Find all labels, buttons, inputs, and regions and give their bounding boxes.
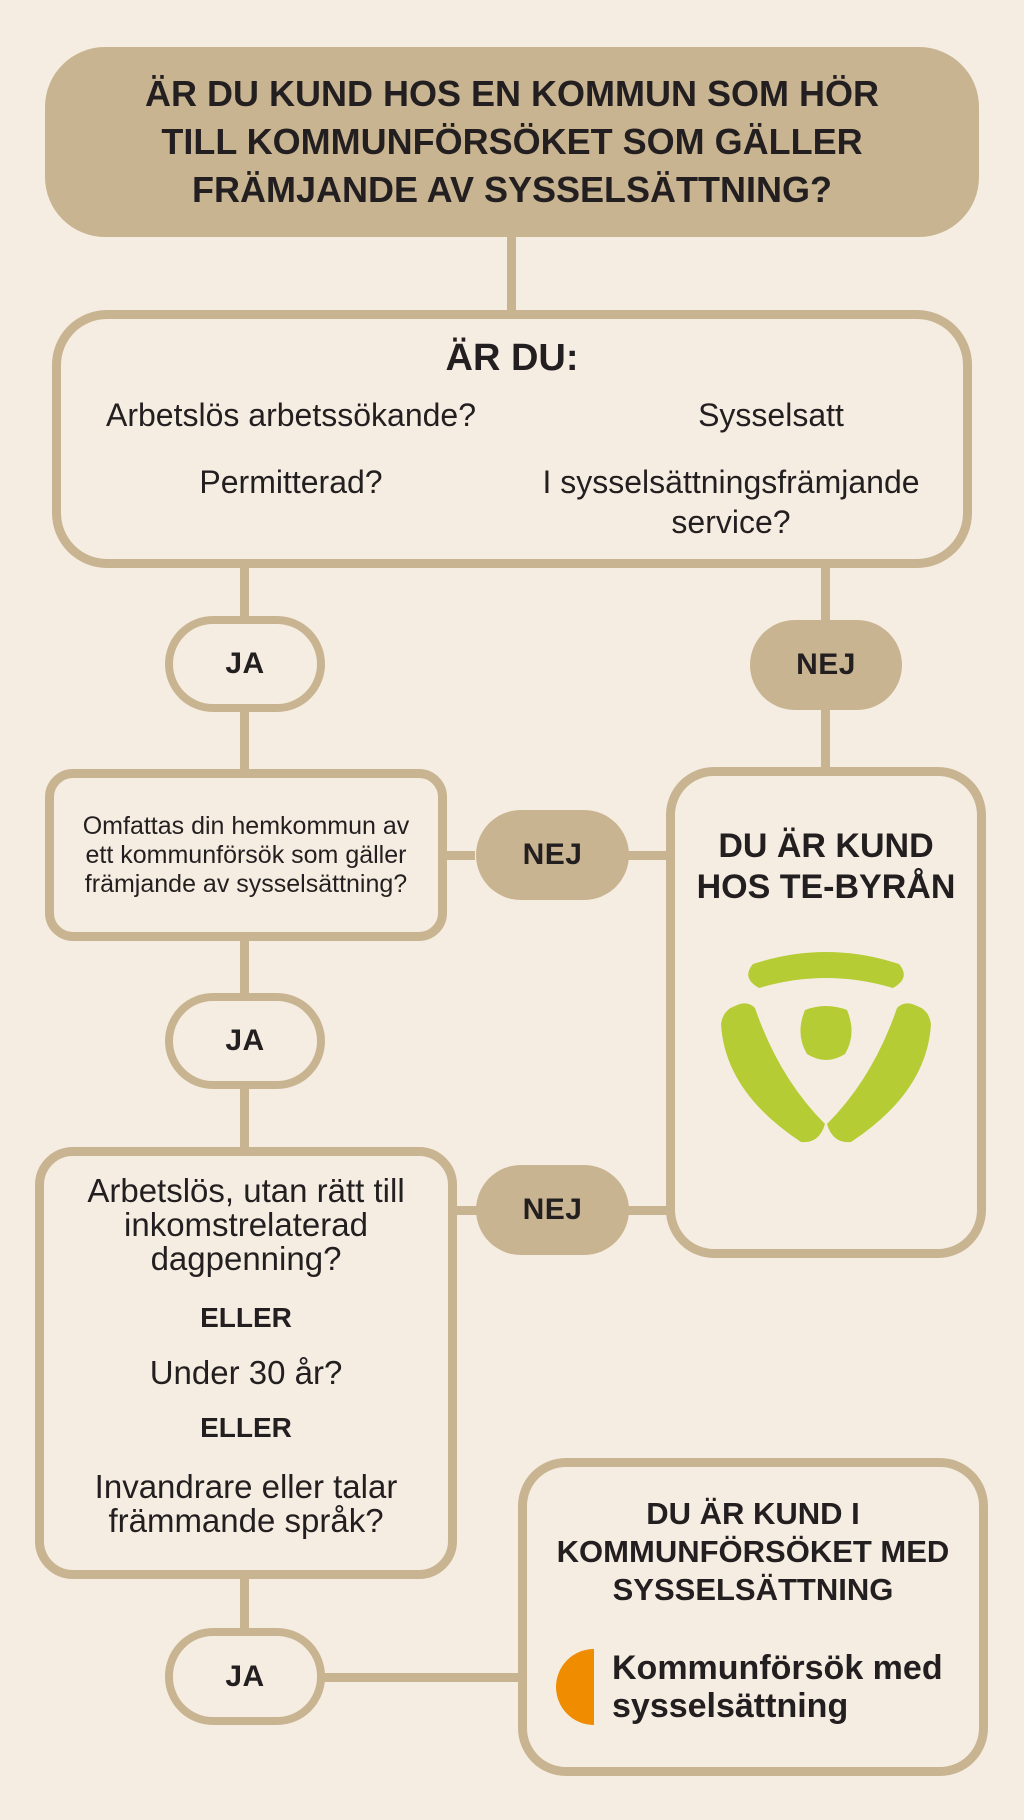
connector-line xyxy=(628,851,670,860)
half-circle-logo-icon xyxy=(554,1649,596,1725)
connector-line xyxy=(507,236,516,314)
result-municipal-trial-box xyxy=(518,1458,988,1776)
connector-line xyxy=(240,1088,249,1150)
connector-line xyxy=(240,566,249,616)
yes-label: JA xyxy=(165,1628,325,1725)
or-label: ELLER xyxy=(200,1412,292,1443)
option-employment-service: I sysselsättningsfrämjande service? xyxy=(542,464,920,540)
no-label: NEJ xyxy=(750,620,902,710)
option-unemployed-jobseeker: Arbetslös arbetssökande? xyxy=(106,397,476,433)
question-are-you-box xyxy=(52,310,972,568)
connector-line xyxy=(821,566,830,622)
connector-line xyxy=(240,1576,249,1631)
or-label: ELLER xyxy=(200,1302,292,1333)
option-employed: Sysselsatt xyxy=(698,397,844,433)
connector-line xyxy=(821,706,830,770)
result-municipal-trial-title: DU ÄR KUND I KOMMUNFÖRSÖKET MED SYSSELSÄTTNING xyxy=(556,1496,950,1607)
connector-line xyxy=(628,1206,670,1215)
connector-line xyxy=(455,1206,477,1215)
criteria-under-30: Under 30 år? xyxy=(149,1354,343,1391)
result-te-office-box xyxy=(666,767,986,1258)
option-laid-off: Permitterad? xyxy=(199,464,383,500)
criteria-unemployed-no-allowance: Arbetslös, utan rätt till inkomstrelaterad dagpenning? xyxy=(87,1172,405,1277)
yes-label: JA xyxy=(165,616,325,712)
connector-line xyxy=(240,939,249,996)
result-te-office-title: DU ÄR KUND HOS TE-BYRÅN xyxy=(696,827,956,906)
no-label: NEJ xyxy=(476,1165,629,1255)
question-are-you-heading: ÄR DU: xyxy=(445,337,579,379)
question-municipality-box xyxy=(45,769,447,941)
question-municipality-text: Omfattas din hemkommun av ett kommunförsök som gäller främjande av sysselsättning? xyxy=(82,811,410,898)
connector-line xyxy=(320,1673,522,1682)
question-criteria-box xyxy=(35,1147,457,1579)
flowchart-title: ÄR DU KUND HOS EN KOMMUN SOM HÖR TILL KOMMUNFÖRSÖKET SOM GÄLLER FRÄMJANDE AV SYSSELSÄTTNING? xyxy=(45,47,979,237)
criteria-immigrant-language: Invandrare eller talar främmande språk? xyxy=(94,1468,398,1539)
yes-label: JA xyxy=(165,993,325,1089)
connector-line xyxy=(445,851,475,860)
municipal-trial-logo-text: Kommunförsök med sysselsättning xyxy=(612,1649,943,1725)
connector-line xyxy=(240,709,249,771)
municipal-trial-logo xyxy=(554,1649,952,1725)
no-label: NEJ xyxy=(476,810,629,900)
te-byran-logo-icon xyxy=(721,948,931,1148)
